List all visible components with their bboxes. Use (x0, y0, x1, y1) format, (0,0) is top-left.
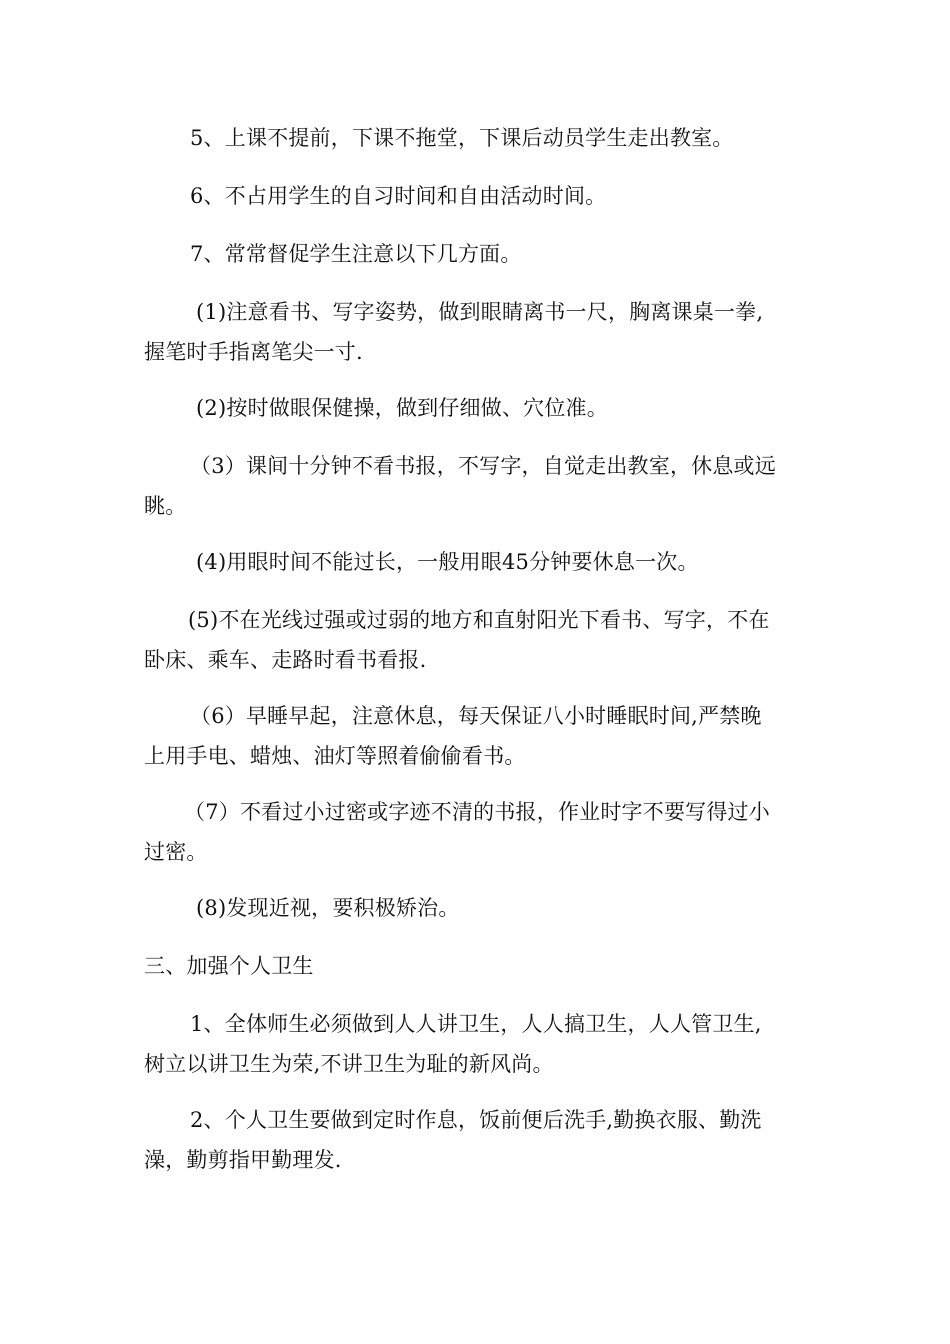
paragraph-hygiene-2 (144, 1100, 810, 1180)
section-heading (144, 946, 810, 986)
text-line: 2、个人卫生要做到定时作息，饭前便后洗手,勤换衣服、勤洗 (190, 1108, 762, 1132)
text-line: (8)发现近视，要积极矫治。 (196, 896, 460, 920)
text-line: 过密。 (144, 840, 208, 864)
text-line: (2)按时做眼保健操，做到仔细做、穴位准。 (196, 396, 608, 420)
text-line: （7）不看过小过密或字迹不清的书报，作业时字不要写得过小 (184, 800, 770, 824)
text-line: 眺。 (144, 494, 187, 518)
text-line: 7、常常督促学生注意以下几方面。 (190, 242, 522, 266)
text-line: （3）课间十分钟不看书报，不写字，自觉走出教室，休息或远 (190, 454, 776, 478)
text-line: 澡，勤剪指甲勤理发. (144, 1148, 342, 1172)
text-line: (4)用眼时间不能过长，一般用眼45分钟要休息一次。 (196, 550, 699, 574)
text-line: 6、不占用学生的自习时间和自由活动时间。 (190, 184, 607, 208)
paragraph-sub-5 (144, 600, 810, 680)
paragraph-item-5 (144, 118, 810, 158)
text-line: （6）早睡早起，注意休息，每天保证八小时睡眠时间,严禁晚 (190, 704, 762, 728)
paragraph-sub-2 (144, 388, 810, 428)
text-line: (5)不在光线过强或过弱的地方和直射阳光下看书、写字，不在 (188, 608, 770, 632)
paragraph-item-6 (144, 176, 810, 216)
paragraph-sub-7 (144, 792, 810, 872)
text-line: 树立以讲卫生为荣,不讲卫生为耻的新风尚。 (144, 1052, 554, 1076)
text-line: (1)注意看书、写字姿势，做到眼睛离书一尺，胸离课桌一拳, (196, 300, 764, 324)
text-line: 三、加强个人卫生 (144, 954, 314, 978)
text-line: 卧床、乘车、走路时看书看报. (144, 648, 427, 672)
paragraph-sub-6 (144, 696, 810, 776)
paragraph-sub-8 (144, 888, 810, 928)
text-line: 握笔时手指离笔尖一寸. (144, 340, 363, 364)
paragraph-hygiene-1 (144, 1004, 810, 1084)
paragraph-sub-4 (144, 542, 810, 582)
text-line: 5、上课不提前，下课不拖堂，下课后动员学生走出教室。 (190, 126, 734, 150)
text-line: 1、全体师生必须做到人人讲卫生，人人搞卫生，人人管卫生, (190, 1012, 762, 1036)
paragraph-item-7 (144, 234, 810, 274)
paragraph-sub-1 (144, 292, 810, 372)
text-line: 上用手电、蜡烛、油灯等照着偷偷看书。 (144, 744, 526, 768)
paragraph-sub-3 (144, 446, 810, 526)
